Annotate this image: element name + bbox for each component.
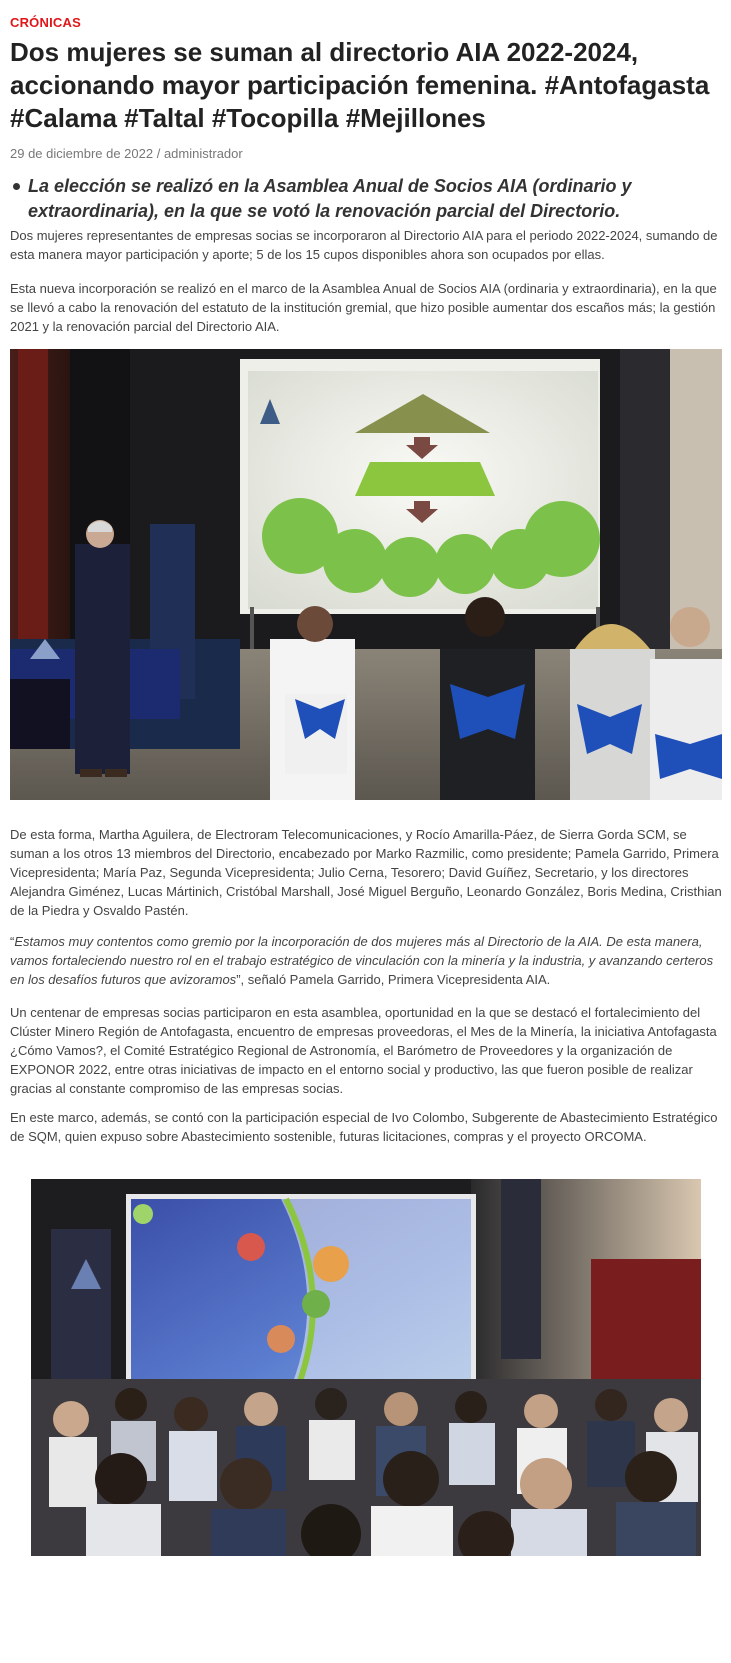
paragraph-2: Esta nueva incorporación se realizó en el marco de la Asamblea Anual de Socios AIA (ordinaria y extraordinaria), en la que se llevó a cabo la renovación del estatuto de la institución gremial, que hizo posible aumentar dos escaños más; la gestión 2021 y la renovación parcial del Directorio AIA. (10, 281, 717, 334)
highlight-item: La elección se realizó en la Asamblea Anual de Socios AIA (ordinario y extraordinaria), en la que se votó la renovación parcial del Directorio. (10, 174, 722, 224)
meta-separator: / (153, 146, 164, 161)
assembly-photo-graphic (10, 349, 722, 800)
quote-text: Estamos muy contentos como gremio por la incorporación de dos mujeres más al Directorio de la AIA. De esta manera, vamos fortaleciendo nuestro rol en el trabajo estratégico de vinculación con la minería y la industria, y avanzando certeros en los desafíos futuros que avizoramos (10, 934, 714, 987)
highlight-list (10, 174, 722, 224)
assembly-photo (10, 349, 722, 800)
publish-date: 29 de diciembre de 2022 (10, 146, 154, 161)
quote-paragraph (10, 932, 722, 989)
article-title: Dos mujeres se suman al directorio AIA 2022-2024, accionando mayor participación femenina. #Antofagasta #Calama #Taltal #Tocopilla #Mejillones (10, 37, 710, 133)
article-highlight (10, 174, 722, 224)
paragraph-1: Dos mujeres representantes de empresas socias se incorporaron al Directorio AIA para el periodo 2022-2024, sumando de esta manera mayor participación y aporte; 5 de los 15 cupos disponibles ahora son ocupados por ellas. (10, 228, 718, 262)
corporate-presentation-graphic (31, 1179, 701, 1556)
category-link[interactable]: CRÓNICAS (10, 15, 81, 30)
paragraph-6: En este marco, además, se contó con la participación especial de Ivo Colombo, Subgerente de Abastecimiento Estratégico de SQM, quien expuso sobre Abastecimiento sostenible, futuras licitaciones, compras y el proyecto ORCOMA. (10, 1110, 718, 1144)
article-meta (10, 146, 243, 161)
paragraph-3: De esta forma, Martha Aguilera, de Electroram Telecomunicaciones, y Rocío Amarilla-Páez, de Sierra Gorda SCM, se suman a los otros 13 miembros del Directorio, encabezado por Marko Razmilic, como presidente; Pamela Garrido, Primera Vicepresidenta; María Paz, Segunda Vicepresidenta; Julio Cerna, Tesorero; David Guíñez, Secretario, y los directores Alejandra Giménez, Lucas Mártinich, Cristóbal Marshall, José Miguel Berguño, Leonardo González, Boris Medina, Cristhian de la Piedra y Osvaldo Pastén. (10, 827, 722, 918)
paragraph-5: Un centenar de empresas socias participaron en esta asamblea, oportunidad en la que se destacó el fortalecimiento del Clúster Minero Región de Antofagasta, encuentro de empresas proveedoras, el Mes de la Minería, la iniciativa Antofagasta ¿Cómo Vamos?, el Comité Estratégico Regional de Astronomía, el Barómetro de Proveedores y la organización de EXPONOR 2022, entre otras iniciativas de impacto en el entorno social y productivo, las que fueron posible de realizar gracias al constante compromiso de las empresas socias. (10, 1005, 717, 1096)
author-link[interactable]: administrador (163, 146, 243, 161)
quote-open: “ (10, 934, 15, 949)
quote-attribution: ”, señaló Pamela Garrido, Primera Vicepresidenta AIA. (236, 972, 551, 987)
corporate-presentation-photo (31, 1179, 701, 1556)
